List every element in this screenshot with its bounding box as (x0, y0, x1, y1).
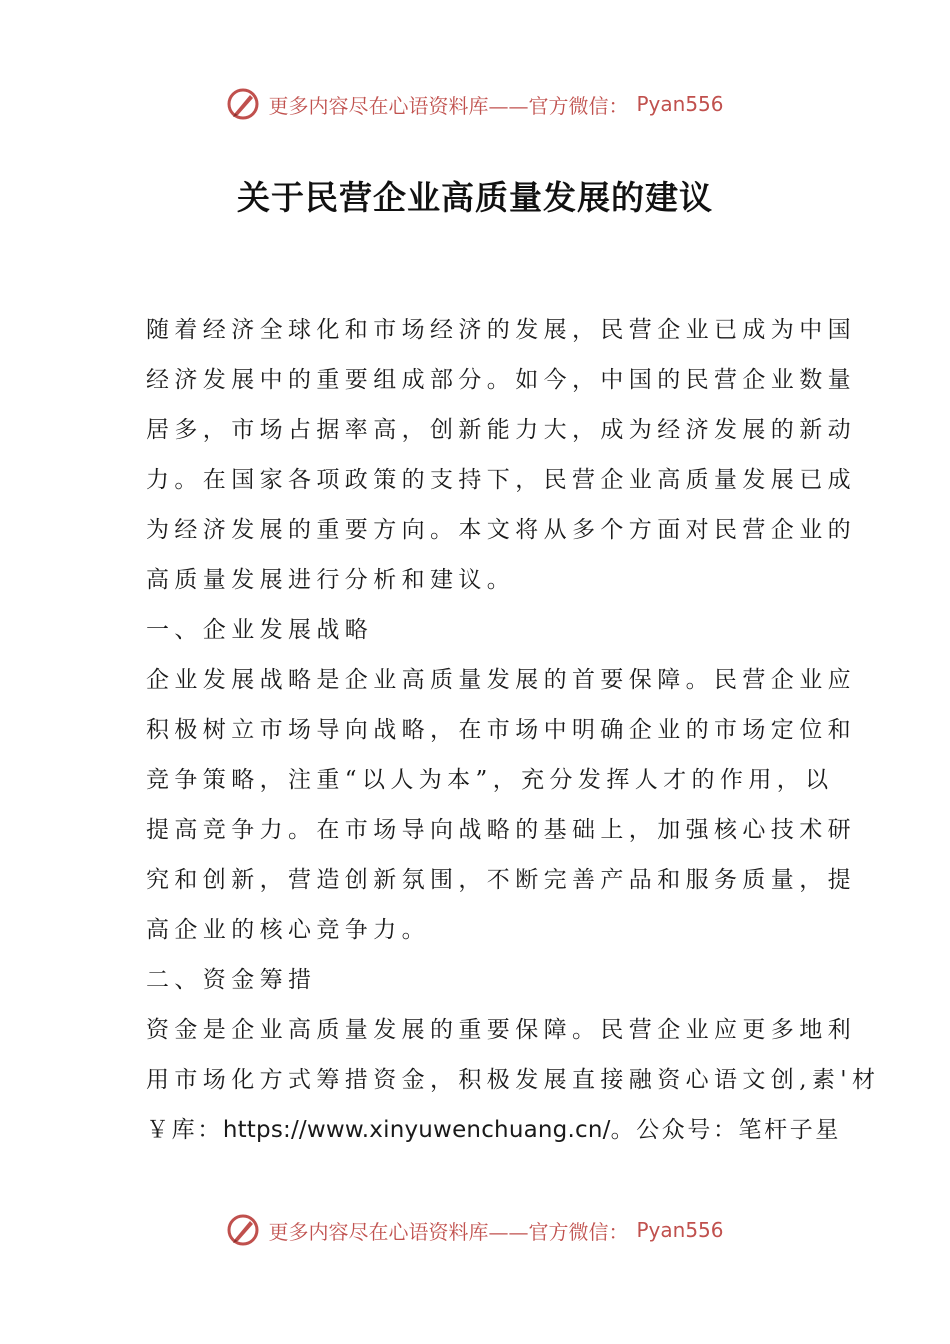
url-line-suffix: 。公众号：笔杆子星 (610, 1117, 841, 1143)
watermark-text: 更多内容尽在心语资料库——官方微信： (268, 93, 629, 118)
body-line: 为经济发展的重要方向。本文将从多个方面对民营企业的 (146, 517, 856, 543)
body-line: 高质量发展进行分析和建议。 (146, 567, 516, 593)
section-heading-strategy: 一、企业发展战略 (146, 617, 374, 643)
section-heading-funding: 二、资金筹措 (146, 967, 317, 993)
body-line: 随着经济全球化和市场经济的发展，民营企业已成为中国 (146, 317, 856, 343)
header-watermark (0, 84, 950, 124)
body-line: 积极树立市场导向战略，在市场中明确企业的市场定位和 (146, 717, 856, 743)
document-body (146, 305, 881, 1155)
watermark-wechat-id: Pyan556 (636, 1218, 724, 1242)
body-line: 经济发展中的重要组成部分。如今，中国的民营企业数量 (146, 367, 856, 393)
body-line: 竞争策略，注重“以人为本”，充分发挥人才的作用，以 (146, 767, 834, 793)
body-line: 力。在国家各项政策的支持下，民营企业高质量发展已成 (146, 467, 856, 493)
website-link[interactable]: https://www.xinyuwenchuang.cn/ (222, 1117, 611, 1143)
pen-circle-logo-icon (226, 87, 260, 121)
watermark-text: 更多内容尽在心语资料库——官方微信： (268, 1219, 629, 1244)
body-line: 用市场化方式筹措资金，积极发展直接融资心语文创,素'材 (146, 1067, 881, 1093)
body-line: 资金是企业高质量发展的重要保障。民营企业应更多地利 (146, 1017, 856, 1043)
watermark-wechat-id: Pyan556 (636, 92, 724, 116)
body-line: 究和创新，营造创新氛围，不断完善产品和服务质量，提 (146, 867, 856, 893)
body-line: 提高竞争力。在市场导向战略的基础上，加强核心技术研 (146, 817, 856, 843)
body-line: 企业发展战略是企业高质量发展的首要保障。民营企业应 (146, 667, 856, 693)
body-line: 高企业的核心竞争力。 (146, 917, 430, 943)
footer-watermark (0, 1210, 950, 1250)
body-line: 居多，市场占据率高，创新能力大，成为经济发展的新动 (146, 417, 856, 443)
pen-circle-logo-icon (226, 1213, 260, 1247)
url-line-prefix: ￥库： (146, 1117, 223, 1143)
document-title: 关于民营企业高质量发展的建议 (237, 178, 713, 217)
url-line (146, 1105, 841, 1155)
